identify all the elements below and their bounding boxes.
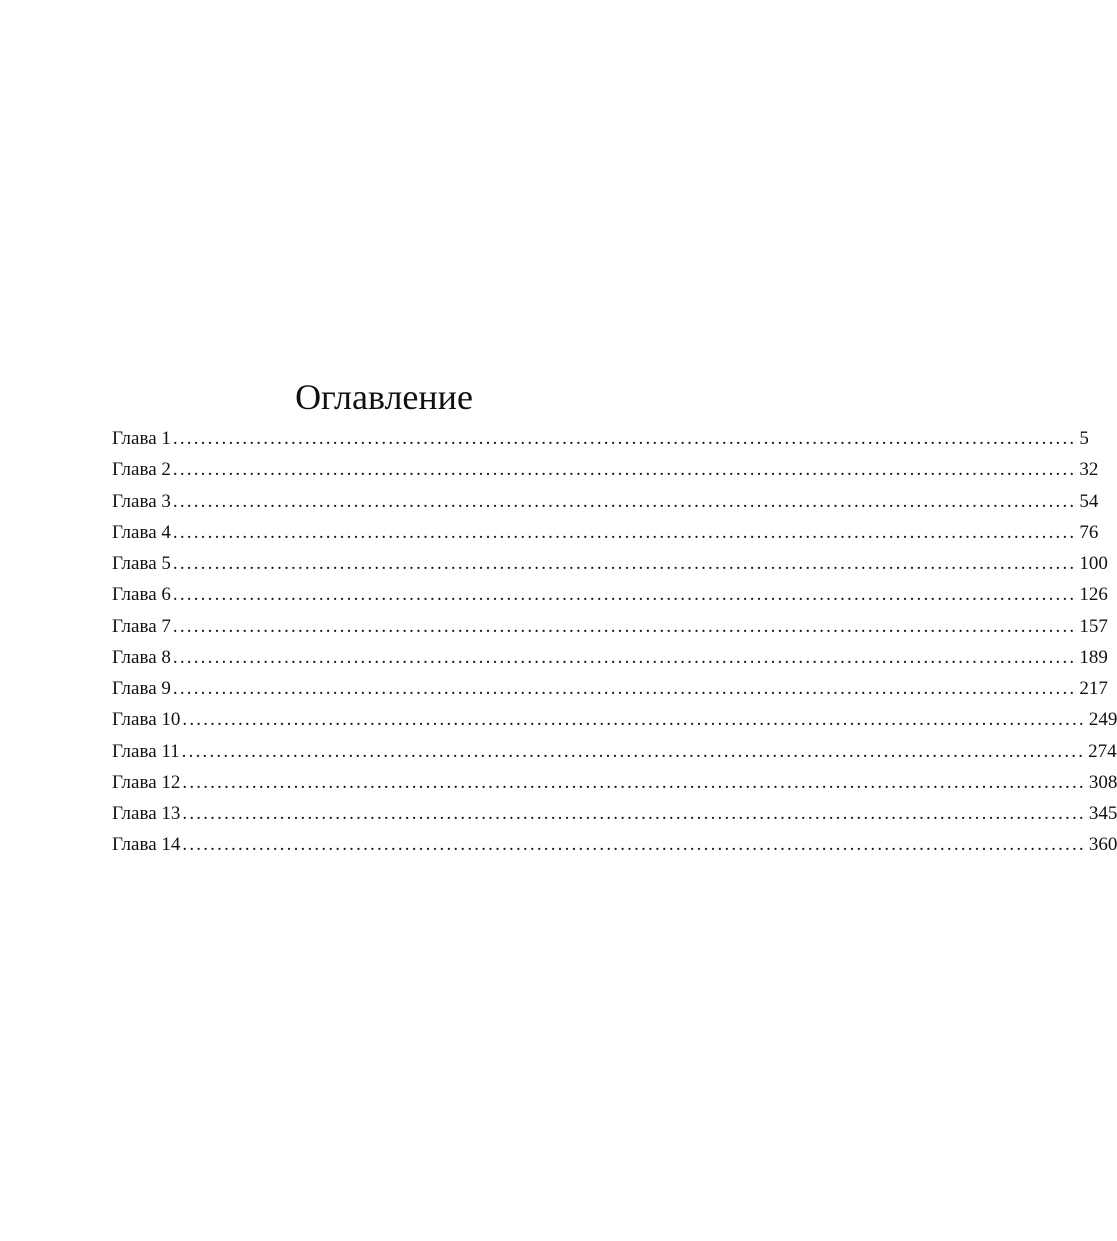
toc-entry-label: Глава 12 — [112, 771, 181, 793]
toc-entry-label: Глава 4 — [112, 521, 171, 543]
toc-entry[interactable] — [112, 736, 1117, 767]
toc-entry[interactable] — [112, 486, 1099, 517]
toc-entry-page: 274 — [1088, 740, 1117, 762]
toc-entry-label: Глава 10 — [112, 709, 181, 731]
toc-entry-page: 360 — [1088, 834, 1117, 856]
toc-entry[interactable] — [112, 798, 1117, 829]
toc-entry[interactable] — [112, 829, 1117, 860]
toc-dot-leader: .................................................................................................................................. — [181, 740, 1086, 762]
toc-entry[interactable] — [112, 704, 1117, 735]
toc-entry[interactable] — [112, 423, 1089, 454]
toc-entry-label: Глава 5 — [112, 553, 171, 574]
toc-dot-leader: .................................................................................................................................. — [182, 771, 1086, 793]
toc-entry-label: Глава 3 — [112, 490, 171, 512]
toc-entry-page: 308 — [1088, 771, 1117, 793]
page-title: Оглавление — [295, 377, 473, 417]
toc-entry[interactable] — [112, 548, 1108, 579]
toc-entry-label: Глава 9 — [112, 678, 171, 699]
toc-entry[interactable] — [112, 454, 1099, 485]
toc-entry[interactable] — [112, 767, 1117, 798]
table-of-contents — [112, 423, 1117, 861]
toc-entry-page: 157 — [1079, 615, 1108, 637]
toc-dot-leader: .................................................................................................................................. — [172, 490, 1077, 512]
toc-entry-label: Глава 14 — [112, 834, 181, 856]
toc-entry-page: 126 — [1079, 584, 1108, 606]
toc-entry-page: 217 — [1079, 678, 1108, 699]
toc-dot-leader: .................................................................................................................................. — [172, 678, 1077, 699]
toc-dot-leader: .................................................................................................................................. — [172, 521, 1077, 543]
toc-dot-leader: .................................................................................................................................. — [172, 646, 1077, 668]
toc-dot-leader: .................................................................................................................................. — [182, 834, 1086, 856]
toc-entry-page: 100 — [1079, 553, 1108, 574]
toc-entry-page: 32 — [1079, 459, 1099, 481]
toc-dot-leader: .................................................................................................................................. — [182, 709, 1086, 731]
toc-dot-leader: .................................................................................................................................. — [182, 803, 1086, 824]
toc-dot-leader: .................................................................................................................................. — [172, 584, 1077, 606]
toc-dot-leader: .................................................................................................................................. — [172, 615, 1077, 637]
toc-entry-page: 345 — [1088, 803, 1117, 824]
toc-entry-page: 249 — [1088, 709, 1117, 731]
toc-entry-label: Глава 6 — [112, 584, 171, 606]
toc-entry-label: Глава 8 — [112, 646, 171, 668]
toc-entry[interactable] — [112, 517, 1099, 548]
toc-dot-leader: .................................................................................................................................. — [172, 553, 1077, 574]
toc-entry-label: Глава 2 — [112, 459, 171, 481]
toc-entry[interactable] — [112, 642, 1108, 673]
toc-entry-page: 76 — [1079, 521, 1099, 543]
toc-entry[interactable] — [112, 673, 1108, 704]
toc-entry[interactable] — [112, 579, 1108, 610]
toc-entry-label: Глава 1 — [112, 428, 171, 449]
toc-dot-leader: .................................................................................................................................. — [172, 459, 1077, 481]
toc-entry[interactable] — [112, 611, 1108, 642]
toc-entry-label: Глава 13 — [112, 803, 181, 824]
toc-entry-page: 5 — [1079, 428, 1089, 449]
toc-entry-page: 54 — [1079, 490, 1099, 512]
toc-entry-label: Глава 11 — [112, 740, 180, 762]
toc-dot-leader: .................................................................................................................................. — [172, 428, 1077, 449]
toc-entry-page: 189 — [1079, 646, 1108, 668]
toc-entry-label: Глава 7 — [112, 615, 171, 637]
